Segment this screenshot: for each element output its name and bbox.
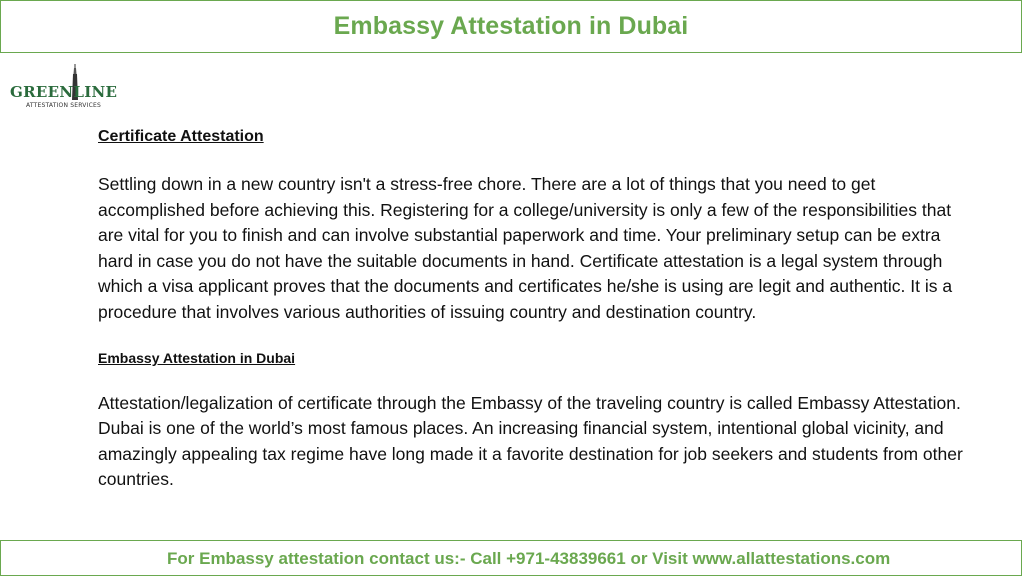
footer-contact: For Embassy attestation contact us:- Call +971-43839661 or Visit www.allattestations.com xyxy=(167,549,891,568)
main-content xyxy=(98,126,978,493)
logo-wordmark: GREENLINE xyxy=(10,83,118,101)
paragraph-certificate: Settling down in a new country isn't a stress-free chore. There are a lot of things that you need to get accomplished before achieving this. Registering for a college/university is only a few of the responsibilities that are vital for you to finish and can involve substantial paperwork and time. Your preliminary setup can be extra hard in case you do not have the suitable documents in hand. Certificate attestation is a legal system through which a visa applicant proves that the documents and certificates he/she is using are legit and authentic. It is a procedure that involves various authorities of issuing country and destination country. xyxy=(98,174,953,322)
title-bar xyxy=(0,0,1022,53)
greenline-logo xyxy=(10,64,118,112)
page-title: Embassy Attestation in Dubai xyxy=(333,12,689,40)
section-heading-embassy: Embassy Attestation in Dubai xyxy=(98,349,296,366)
footer-bar xyxy=(0,540,1022,576)
section-heading-certificate: Certificate Attestation xyxy=(98,128,264,145)
paragraph-embassy: Attestation/legalization of certificate through the Embassy of the traveling country is called Embassy Attestation. Dubai is one of the world’s most famous places. An increasing financial system, intentional global vicinity, and amazingly appealing tax regime have long made it a favorite destination for job seekers and students from other countries. xyxy=(98,392,963,490)
logo-tagline: ATTESTATION SERVICES xyxy=(26,102,101,109)
